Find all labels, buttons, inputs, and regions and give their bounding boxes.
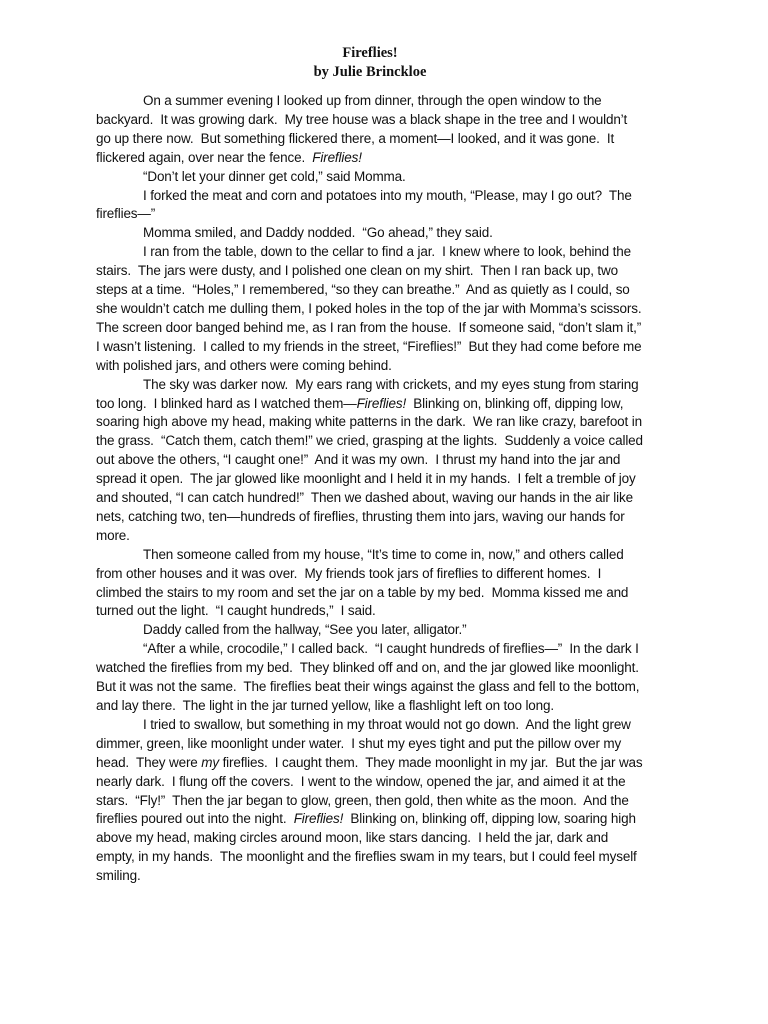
paragraph-text: Daddy called from the hallway, “See you later, alligator.” <box>143 622 467 638</box>
paragraph-text: Blinking on, blinking off, dipping low, soaring high above my head, making circles around moon, like stars dancing. I held the jar, dark and empty, in my hands. The moonlight and the fireflies swam in my tears, but I could feel myself smiling. <box>96 811 641 884</box>
story-paragraph <box>96 168 644 187</box>
story-paragraph <box>96 187 644 225</box>
story-paragraph <box>96 92 644 168</box>
story-body <box>96 92 649 886</box>
paragraph-text: Momma smiled, and Daddy nodded. “Go ahead,” they said. <box>143 225 493 241</box>
italic-text: Fireflies! <box>356 395 407 411</box>
story-paragraph <box>96 224 644 243</box>
italic-text: Fireflies! <box>312 149 362 165</box>
story-title: Fireflies! <box>342 45 398 61</box>
story-byline: by Julie Brinckloe <box>313 64 427 80</box>
paragraph-text: “Don’t let your dinner get cold,” said Momma. <box>143 168 406 184</box>
paragraph-text: I forked the meat and corn and potatoes into my mouth, “Please, may I go out? The fireflies—” <box>96 187 636 222</box>
paragraph-text: I tried to swallow, but something in my throat would not go down. And the light grew dimmer, green, like moonlight under water. I shut my eyes tight and put the pillow over my head. They were <box>96 716 635 770</box>
story-paragraph <box>96 546 644 622</box>
story-paragraph <box>96 640 647 716</box>
paragraph-text: Then someone called from my house, “It’s time to come in, now,” and others called from other houses and it was over. My friends took jars of fireflies to different homes. I climbed the stairs to my room and set the jar on a table by my bed. Momma kissed me and turned out the light. “I caught hundreds,” I said. <box>96 546 632 619</box>
paragraph-text: The sky was darker now. My ears rang with crickets, and my eyes stung from staring too long. I blinked hard as I watched them— <box>96 376 643 411</box>
paragraph-text: fireflies. I caught them. They made moonlight in my jar. But the jar was nearly dark. I flung off the covers. I went to the window, opened the jar, and aimed it at the stars. “Fly!” Then the jar began to glow, green, then gold, then white as the moon. And the fireflies poured out into the night. <box>96 754 647 827</box>
story-paragraph <box>96 243 649 375</box>
story-paragraph <box>96 621 644 640</box>
paragraph-text: I ran from the table, down to the cellar to find a jar. I knew where to look, behind the stairs. The jars were dusty, and I polished one clean on my shirt. Then I ran back up, two steps at a time. “Holes,” I remembered, “so they can breathe.” And as quietly as I could, so she wouldn’t catch me dulling them, I poked holes in the top of the jar with Momma’s scissors. The screen door banged behind me, as I ran from the house. If someone said, “don’t slam it,” I wasn’t listening. I called to my friends in the street, “Fireflies!” But they had come before me with polished jars, and others were coming behind. <box>96 244 649 373</box>
paragraph-text: “After a while, crocodile,” I called back. “I caught hundreds of fireflies—” In the dark I watched the fireflies from my bed. They blinked off and on, and the jar glowed like moonlight. But it was not the same. The fireflies beat their wings against the glass and fell to the bottom, and lay there. The light in the jar turned yellow, like a flashlight left on too long. <box>96 641 647 713</box>
story-paragraph <box>96 376 647 546</box>
story-paragraph <box>96 716 647 886</box>
italic-text: my <box>201 754 219 770</box>
title-block <box>96 44 644 82</box>
paragraph-text: On a summer evening I looked up from dinner, through the open window to the backyard. It was growing dark. My tree house was a black shape in the tree and I wouldn’t go up there now. But something flickered there, a moment—I looked, and it was gone. It flickered again, over near the fence. <box>96 93 631 165</box>
paragraph-text: Blinking on, blinking off, dipping low, soaring high above my head, making white patterns in the dark. We ran like crazy, barefoot in the grass. “Catch them, catch them!” we cried, grasping at the lights. Suddenly a voice called out above the others, “I caught one!” And it was my own. I thrust my hand into the jar and spread it open. The jar glowed like moonlight and I held it in my hands. I felt a tremble of joy and shouted, “I can catch hundred!” Then we dashed about, waving our hands in the air like nets, catching two, ten—hundreds of fireflies, thrusting them into jars, waving our hands for more. <box>96 395 647 543</box>
italic-text: Fireflies! <box>293 811 344 827</box>
